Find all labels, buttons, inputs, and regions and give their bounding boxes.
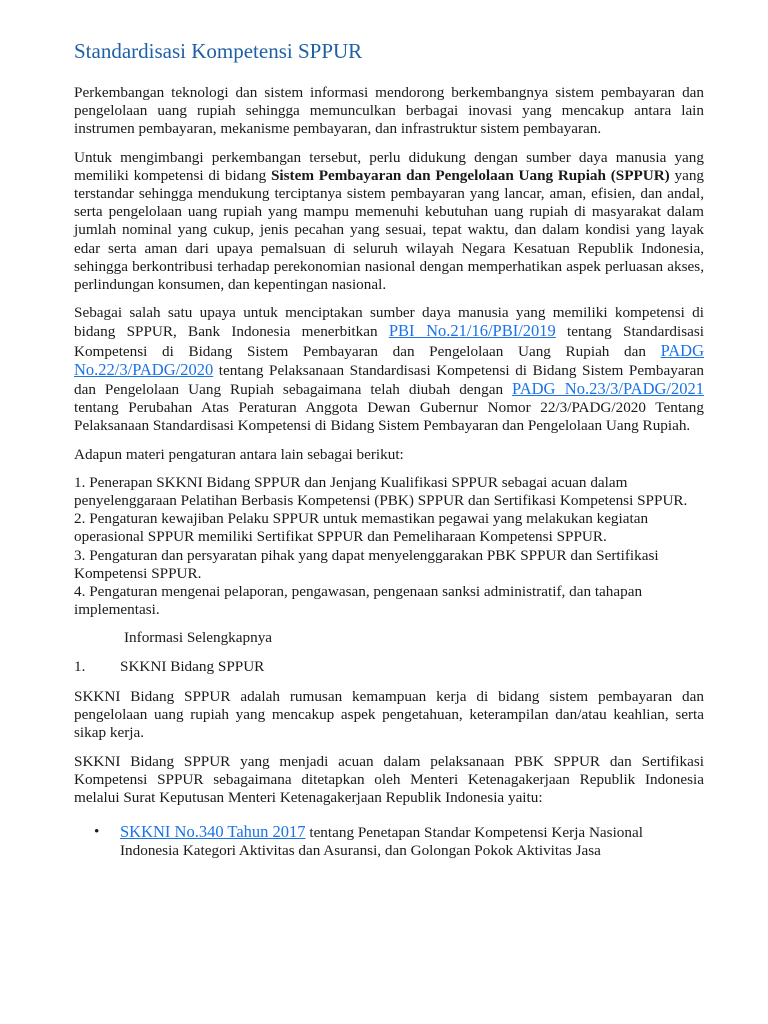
list-item: 2. Pengaturan kewajiban Pelaku SPPUR untuk memastikan pegawai yang melakukan kegiatan operasional SPPUR memiliki Sertifikat SPPUR dan Pemeliharaan Kompetensi SPPUR.: [74, 510, 649, 546]
list-item: [74, 823, 704, 860]
bullet-text: tentang Penetapan Standar Kompetensi Kerja Nasional Indonesia Kategori Aktivitas dan Asuransi, dan Golongan Pokok Aktivitas Jasa: [120, 824, 643, 860]
info-heading: Informasi Selengkapnya: [124, 629, 273, 647]
section-heading-skkni: [74, 658, 704, 676]
paragraph-regulation: [74, 304, 704, 435]
paragraph-intro: Perkembangan teknologi dan sistem informasi mendorong berkembangnya sistem pembayaran dan pengelolaan uang rupiah sehingga memunculkan berbagai inovasi yang mencakup antara lain instrumen pembayaran, mekanisme pembayaran, dan infrastruktur sistem pembayaran.: [74, 84, 704, 138]
paragraph-sdm-text-b: yang terstandar sehingga mendukung terciptanya sistem pembayaran yang lancar, aman, efisien, dan andal, serta pengelolaan uang rupiah yang mampu memenuhi kebutuhan uang rupiah di masyarakat dalam jumlah nominal yang cukup, jenis pecahan yang sesuai, tepat waktu, dan dalam kondisi yang layak edar serta aman dari upaya pemalsuan di seluruh wilayah Negara Kesatuan Republik Indonesia, sehingga berkontribusi terhadap perekonomian nasional dengan memperhatikan aspek perluasan akses, perlindungan konsumen, dan kepentingan nasional.: [74, 166, 705, 294]
list-item: 4. Pengaturan mengenai pelaporan, pengawasan, pengenaan sanksi administratif, dan tahapan implementasi.: [74, 583, 643, 619]
paragraph-regulation-text-d: tentang Perubahan Atas Peraturan Anggota Dewan Gubernur Nomor 22/3/PADG/2020 Tentang Pelaksanaan Standardisasi Kompetensi di Bidang Sistem Pembayaran dan Pengelolaan Uang Rupiah.: [74, 399, 704, 435]
skkni-bullet-list: [74, 823, 704, 860]
paragraph-skkni-definition: SKKNI Bidang SPPUR adalah rumusan kemampuan kerja di bidang sistem pembayaran dan pengelolaan uang rupiah yang mencakup aspek pengetahuan, keterampilan dan/atau keahlian, serta sikap kerja.: [74, 687, 704, 742]
paragraph-regulation-text-a: Sebagai salah satu upaya untuk menciptakan sumber daya manusia yang memiliki kompetensi di bidang SPPUR, Bank Indonesia menerbitkan: [74, 304, 704, 341]
paragraph-skkni-reference: SKKNI Bidang SPPUR yang menjadi acuan dalam pelaksanaan PBK SPPUR dan Sertifikasi Kompetensi SPPUR sebagaimana ditetapkan oleh Menteri Ketenagakerjaan Republik Indonesia melalui Surat Keputusan Menteri Ketenagakerjaan Republik Indonesia yaitu:: [74, 752, 704, 806]
paragraph-materi: Adapun materi pengaturan antara lain sebagai berikut:: [74, 445, 404, 463]
list-item: 1. Penerapan SKKNI Bidang SPPUR dan Jenjang Kualifikasi SPPUR sebagai acuan dalam penyelenggaraan Pelatihan Berbasis Kompetensi (PBK) SPPUR dan Sertifikasi Kompetensi SPPUR.: [74, 473, 688, 510]
padg-2020-link[interactable]: PADG No.22/3/PADG/2020: [74, 340, 704, 379]
paragraph-regulation-text-c: tentang Pelaksanaan Standardisasi Kompetensi di Bidang Sistem Pembayaran dan Pengelolaan Uang Rupiah sebagaimana telah diubah dengan: [74, 361, 704, 399]
section-number: 1.: [74, 657, 86, 675]
section-label: SKKNI Bidang SPPUR: [120, 657, 265, 675]
paragraph-regulation-text-b: tentang Standardisasi Kompetensi di Bidang Sistem Pembayaran dan Pengelolaan Uang Rupiah dan: [74, 323, 704, 360]
bullet-dot: •: [94, 823, 100, 841]
paragraph-sdm-bold: Sistem Pembayaran dan Pengelolaan Uang Rupiah (SPPUR): [270, 166, 670, 184]
materi-list: [74, 474, 704, 620]
pbi-link[interactable]: PBI No.21/16/PBI/2019: [388, 321, 556, 341]
skkni-340-link[interactable]: SKKNI No.340 Tahun 2017: [120, 822, 306, 842]
list-item: 3. Pengaturan dan persyaratan pihak yang dapat menyelenggarakan PBK SPPUR dan Sertifikasi Kompetensi SPPUR.: [74, 546, 659, 582]
paragraph-sdm-text-a: Untuk mengimbangi perkembangan tersebut, perlu didukung dengan sumber daya manusia yang memiliki kompetensi di bidang: [74, 148, 704, 184]
padg-2021-link[interactable]: PADG No.23/3/PADG/2021: [512, 379, 704, 399]
paragraph-sdm: [74, 149, 704, 295]
page-title: Standardisasi Kompetensi SPPUR: [74, 39, 363, 63]
